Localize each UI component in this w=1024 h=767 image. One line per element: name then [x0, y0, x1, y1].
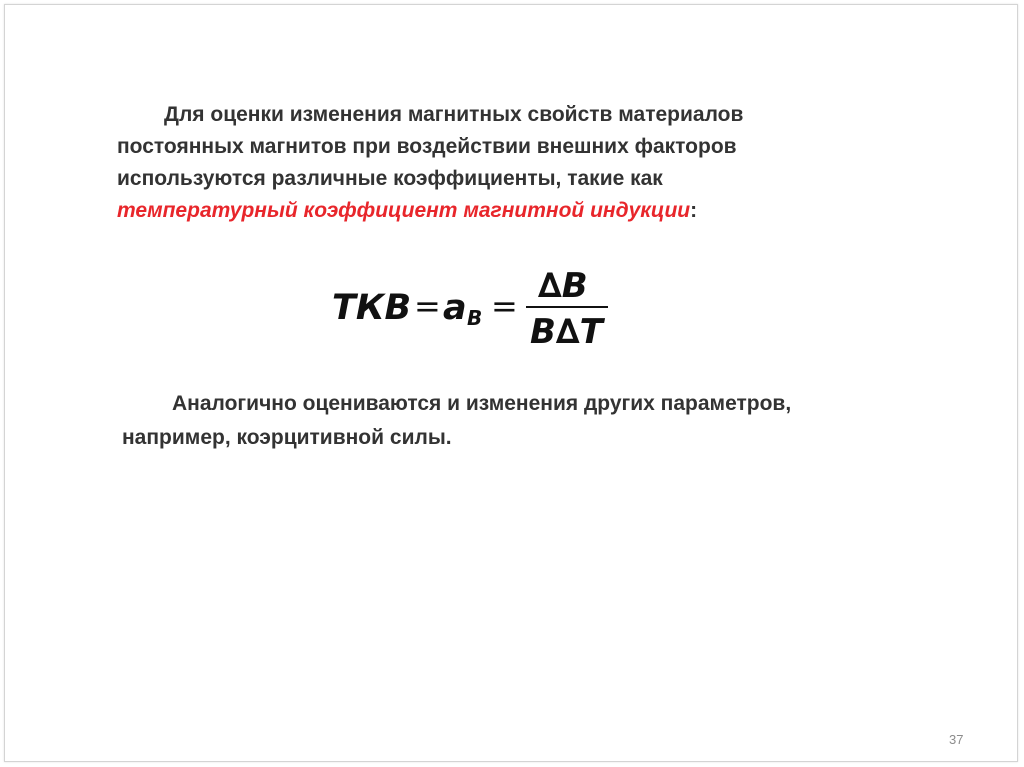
formula-alpha-subscript: B — [467, 306, 483, 330]
formula-equals-1: = — [414, 287, 441, 325]
intro-line-2: постоянных магнитов при воздействии внешних факторов — [117, 135, 737, 158]
page-number: 37 — [949, 732, 964, 747]
conclusion-paragraph — [122, 387, 942, 455]
intro-line-3: используются различные коэффициенты, такие как — [117, 167, 663, 190]
intro-line-1: Для оценки изменения магнитных свойств материалов — [164, 103, 744, 126]
intro-paragraph — [117, 99, 917, 227]
formula-denominator: B∆T — [530, 312, 603, 352]
conclusion-line-2: например, коэрцитивной силы. — [122, 426, 452, 449]
colon: : — [690, 199, 698, 222]
tkb-formula — [330, 259, 630, 359]
formula-alpha: a — [443, 288, 467, 328]
conclusion-line-1: Аналогично оцениваются и изменения других параметров, — [172, 392, 792, 415]
formula-lhs: ТКВ — [332, 288, 412, 328]
intro-line-4 — [117, 195, 917, 227]
highlighted-term: температурный коэффициент магнитной индукции — [117, 199, 691, 222]
formula-numerator: ∆B — [538, 266, 588, 306]
slide — [4, 4, 1018, 762]
formula-equals-2: = — [491, 287, 518, 325]
